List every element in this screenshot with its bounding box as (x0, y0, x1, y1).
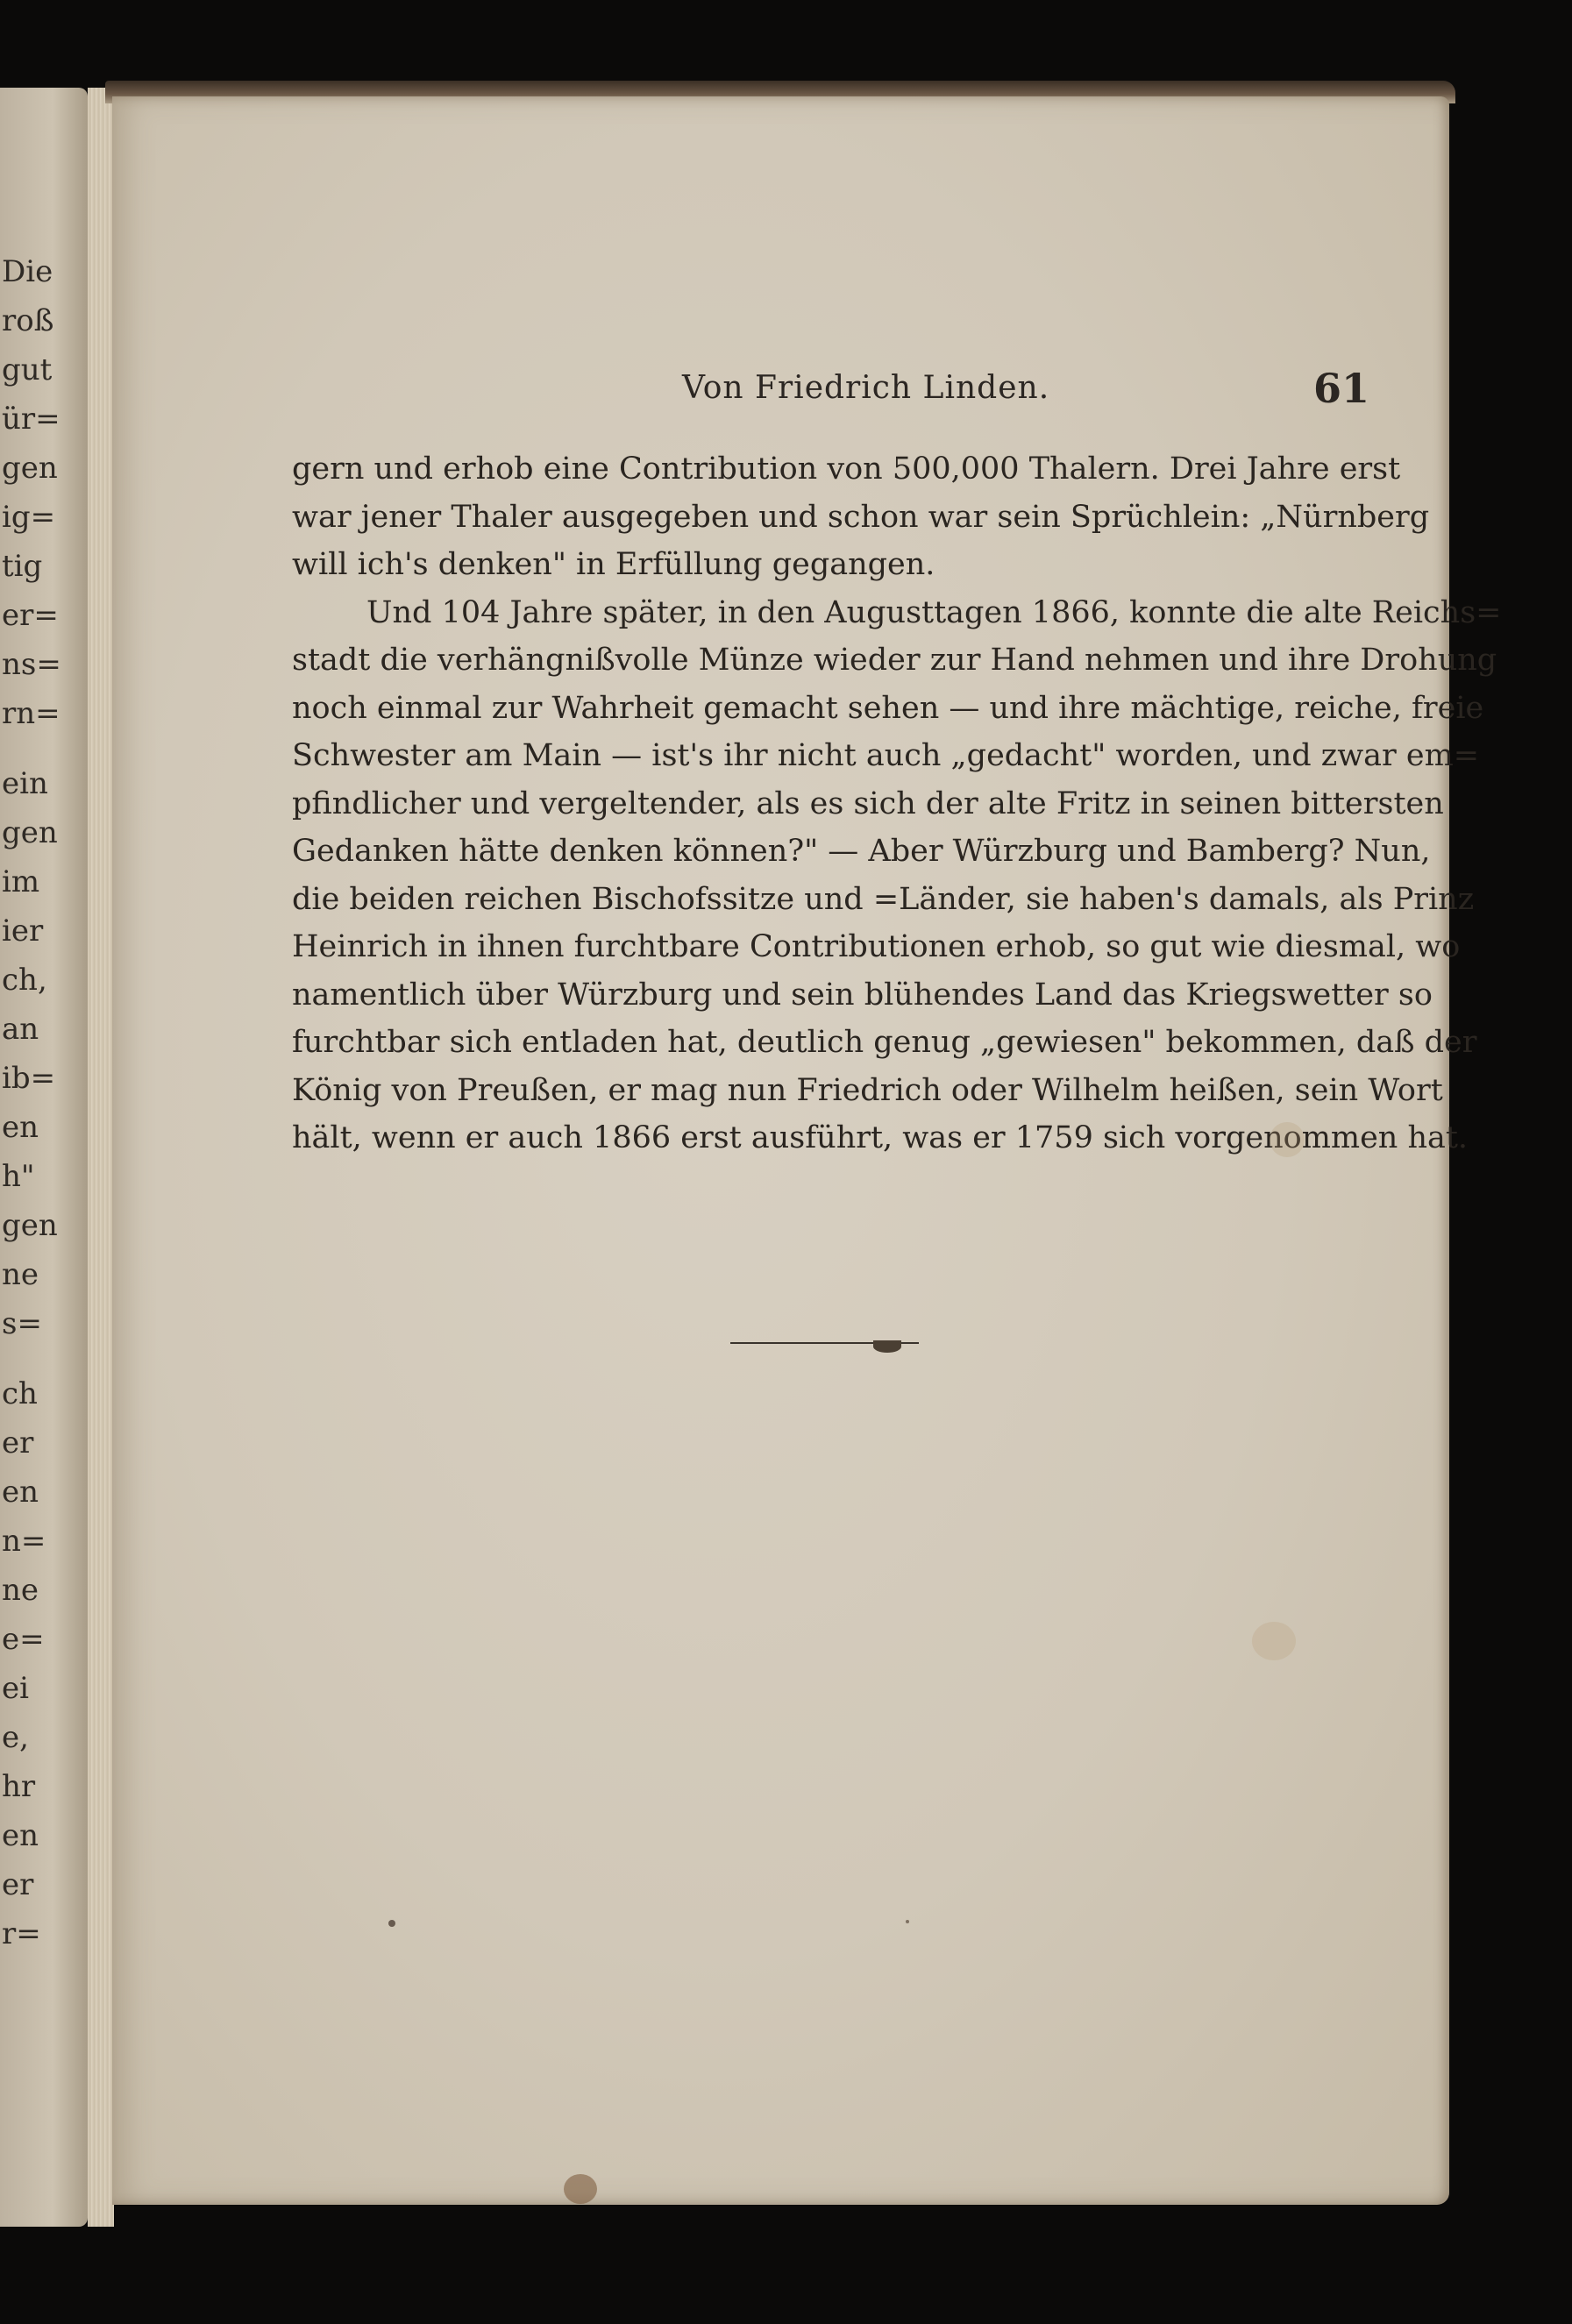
text-line: Schwester am Main — ist's ihr nicht auch „gedacht" worden, und zwar em= (292, 738, 1480, 773)
left-page-text-fragment: er (2, 1425, 34, 1460)
left-page-text-fragment: e= (2, 1622, 45, 1657)
page-header (112, 365, 1449, 423)
page-number: 61 (1313, 365, 1370, 412)
text-line: die beiden reichen Bischofssitze und =Länder, sie haben's damals, als Prinz (292, 881, 1475, 917)
left-page-text-fragment: tig (2, 549, 43, 584)
left-page-text-fragment: s= (2, 1306, 42, 1341)
left-page-text-fragment: ne (2, 1573, 39, 1608)
left-page-text-fragment: ch, (2, 963, 47, 998)
text-line: Und 104 Jahre später, in den Augusttagen 1866, konnte die alte Reichs= (366, 594, 1502, 630)
left-page-text-fragment: roß (2, 303, 54, 338)
left-facing-page (0, 88, 88, 2227)
foxing-spot (564, 2174, 597, 2204)
body-text (292, 445, 1502, 1162)
left-page-text-fragment: en (2, 1818, 39, 1853)
right-page (112, 96, 1502, 2205)
text-line: König von Preußen, er mag nun Friedrich oder Wilhelm heißen, sein Wort (292, 1072, 1443, 1108)
left-page-text-fragment: Die (2, 254, 53, 289)
left-page-text-fragment: ür= (2, 402, 60, 437)
left-page-text-fragment: gen (2, 815, 58, 850)
left-page-text-fragment: gen (2, 451, 58, 486)
text-line: noch einmal zur Wahrheit gemacht sehen — und ihre mächtige, reiche, freie (292, 690, 1484, 726)
left-page-text-fragment: gut (2, 352, 53, 387)
left-page-text-fragment: n= (2, 1524, 46, 1559)
left-page-text-fragment: ib= (2, 1061, 56, 1096)
left-page-text-fragment: ns= (2, 647, 61, 682)
left-page-text-fragment: en (2, 1110, 39, 1145)
text-line: stadt die verhängnißvolle Münze wieder zur Hand nehmen und ihre Drohung (292, 643, 1497, 678)
text-line: furchtbar sich entladen hat, deutlich genug „gewiesen" bekommen, daß der (292, 1025, 1477, 1060)
foxing-spot (1270, 1122, 1305, 1157)
left-page-text-fragment: ei (2, 1671, 29, 1706)
left-page-text-fragment: im (2, 864, 40, 899)
left-page-text-fragment: ch (2, 1376, 38, 1411)
text-line: namentlich über Würzburg und sein blühendes Land das Kriegswetter so (292, 977, 1433, 1013)
left-page-text-fragment: h" (2, 1159, 35, 1194)
foxing-spot (1252, 1622, 1296, 1660)
left-page-text-fragment: an (2, 1012, 39, 1047)
foxing-spot (388, 1920, 395, 1927)
left-page-text-fragment: ne (2, 1257, 39, 1292)
left-page-text-fragment: gen (2, 1208, 58, 1243)
text-line: war jener Thaler ausgegeben und schon war sein Sprüchlein: „Nürnberg (292, 499, 1430, 535)
running-title: Von Friedrich Linden. (682, 370, 1050, 406)
left-page-text-fragment: en (2, 1475, 39, 1510)
text-line: Heinrich in ihnen furchtbare Contributionen erhob, so gut wie diesmal, wo (292, 929, 1461, 964)
text-line: hält, wenn er auch 1866 erst ausführt, was er 1759 sich vorgenommen hat. (292, 1120, 1469, 1155)
foxing-spot (906, 1920, 909, 1923)
left-page-text-fragment: ier (2, 913, 44, 949)
text-line: will ich's denken" in Erfüllung gegangen. (292, 547, 935, 582)
left-page-text-fragment: r= (2, 1916, 41, 1951)
left-page-text-fragment: rn= (2, 696, 60, 731)
page-edges (88, 88, 114, 2227)
left-page-text-fragment: er= (2, 598, 59, 633)
rule-ornament (873, 1340, 901, 1353)
left-page-text-fragment: e, (2, 1720, 29, 1755)
left-page-text-fragment: ig= (2, 500, 56, 535)
text-line: Gedanken hätte denken können?" — Aber Würzburg und Bamberg? Nun, (292, 834, 1431, 869)
left-page-text-fragment: hr (2, 1769, 36, 1804)
text-line: gern und erhob eine Contribution von 500,000 Thalern. Drei Jahre erst (292, 451, 1401, 487)
left-page-text-fragment: er (2, 1867, 34, 1902)
text-line: pfindlicher und vergeltender, als es sich der alte Fritz in seinen bittersten (292, 785, 1444, 821)
left-page-text-fragment: ein (2, 766, 48, 801)
